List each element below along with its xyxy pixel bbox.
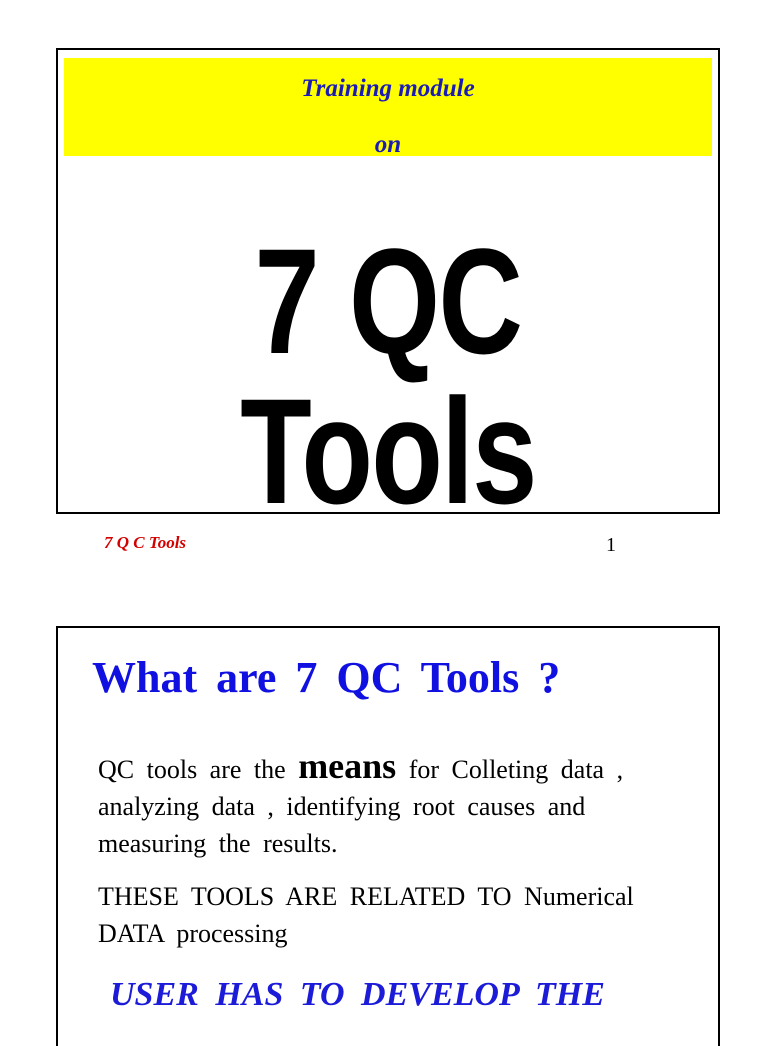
intro-text-end: for Colleting data , analyzing data , identifying root causes and measuring the results. [98,755,624,858]
intro-text-start: QC tools are the [98,755,299,784]
slide-heading: What are 7 QC Tools ? [92,653,561,702]
banner-line-2: on [374,131,402,158]
page-number: 1 [606,534,616,556]
banner-line-1: Training module [301,75,475,102]
emphasis-word: means [298,746,397,786]
slide-title: 7 QC Tools [240,217,536,535]
content-slide [56,626,720,1046]
slide-footer-label: 7 Q C Tools [104,533,187,552]
title-slide [56,48,720,535]
title-banner [64,58,712,156]
call-to-action: USER HAS TO DEVELOP THE [110,976,605,1013]
intro-paragraph [98,748,702,862]
related-paragraph: THESE TOOLS ARE RELATED TO Numerical DATA processing [98,882,634,948]
